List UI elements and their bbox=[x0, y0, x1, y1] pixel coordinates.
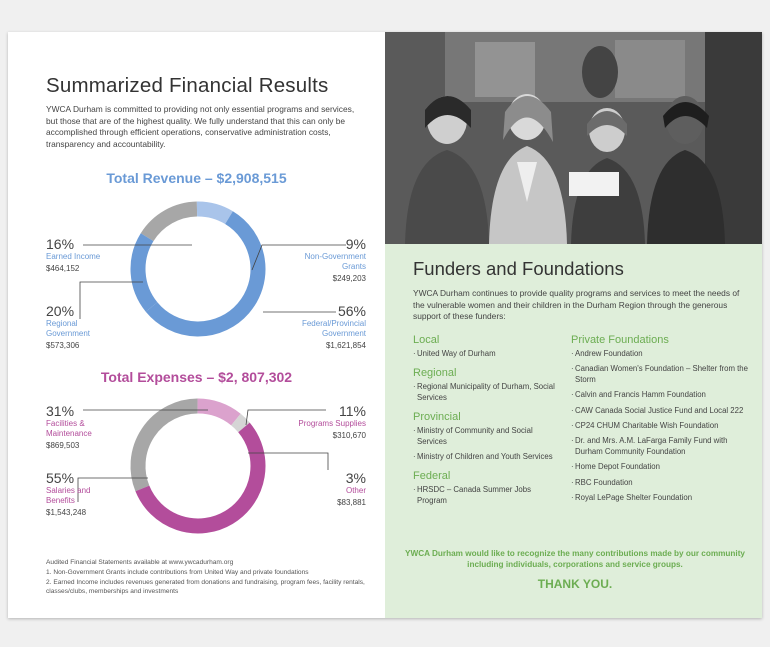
label-earned-income bbox=[46, 236, 100, 274]
expenses-donut-chart bbox=[128, 396, 268, 536]
label-pct: 11% bbox=[339, 403, 366, 419]
donut-slice-programs-supplies bbox=[198, 406, 236, 420]
donut-slice-non-government-grants bbox=[197, 209, 229, 218]
label-pct: 20% bbox=[46, 303, 75, 319]
section-heading: Provincial bbox=[413, 411, 461, 424]
group-photo bbox=[385, 32, 762, 244]
donut-slice-earned-income bbox=[147, 209, 197, 237]
label-name: Maintenance bbox=[46, 429, 92, 438]
funder-item: · Ministry of Children and Youth Services bbox=[413, 452, 563, 462]
intro-paragraph: YWCA Durham is committed to providing not only essential programs and services, but those that are of the highest quality. We fully understand that this can only be accomplished through efficient operations, conservative administration costs, transparency and accountability. bbox=[46, 104, 355, 149]
label-name: Earned Income bbox=[46, 252, 101, 261]
label-name: Government bbox=[46, 329, 91, 338]
page-title: Summarized Financial Results bbox=[46, 74, 329, 97]
label-pct: 31% bbox=[46, 403, 75, 419]
funder-section-provincial bbox=[413, 411, 563, 462]
label-amount: $1,543,248 bbox=[46, 508, 87, 517]
label-federal-provincial bbox=[266, 303, 366, 351]
label-salaries-benefits bbox=[46, 470, 90, 518]
funder-item: · Royal LePage Shelter Foundation bbox=[571, 493, 751, 503]
label-amount: $573,306 bbox=[46, 341, 80, 350]
section-heading: Local bbox=[413, 334, 440, 346]
donut-slice-salaries-and-benefits bbox=[142, 427, 258, 526]
label-name: Federal/Provincial bbox=[301, 319, 366, 328]
government-funders-column bbox=[413, 334, 563, 511]
label-amount: $464,152 bbox=[46, 264, 80, 273]
label-name: Benefits bbox=[46, 496, 75, 505]
label-programs-supplies bbox=[266, 403, 366, 441]
label-pct: 9% bbox=[345, 236, 366, 252]
funder-item: · Ministry of Community and Social Services bbox=[413, 426, 563, 447]
label-pct: 3% bbox=[345, 470, 366, 486]
label-pct: 56% bbox=[337, 303, 366, 319]
expenses-chart-title: Total Expenses – $2, 807,302 bbox=[100, 369, 293, 385]
label-amount: $249,203 bbox=[332, 274, 366, 283]
label-name: Regional bbox=[46, 319, 78, 328]
footnote: 1. Non-Government Grants include contributions from United Way and private foundations bbox=[46, 568, 309, 576]
label-pct: 16% bbox=[46, 236, 75, 252]
funder-item: · HRSDC – Canada Summer Jobs Program bbox=[413, 485, 563, 506]
label-name: Salaries and bbox=[46, 486, 91, 495]
label-facilities-maintenance bbox=[46, 403, 92, 451]
donut-slice-other bbox=[236, 420, 244, 428]
thank-you-text: THANK YOU. bbox=[537, 577, 613, 591]
funder-item: · CP24 CHUM Charitable Wish Foundation bbox=[571, 421, 751, 431]
funders-page bbox=[385, 32, 762, 618]
funder-item: · Calvin and Francis Hamm Foundation bbox=[571, 390, 751, 400]
label-name: Grants bbox=[341, 262, 366, 271]
funder-item: · Home Depot Foundation bbox=[571, 462, 751, 472]
funder-item: · Regional Municipality of Durham, Social Services bbox=[413, 382, 563, 403]
section-heading: Federal bbox=[413, 470, 451, 483]
label-pct: 55% bbox=[46, 470, 75, 486]
label-amount: $869,503 bbox=[46, 441, 80, 450]
funder-item: · CAW Canada Social Justice Fund and Local 222 bbox=[571, 406, 751, 416]
funder-item: · Dr. and Mrs. A.M. LaFarga Family Fund with Durham Community Foundation bbox=[571, 436, 751, 457]
funder-item: · Canadian Women's Foundation – Shelter from the Storm bbox=[571, 364, 751, 385]
funder-section-local bbox=[413, 334, 563, 359]
label-other bbox=[266, 470, 366, 508]
recognition-text: YWCA Durham would like to recognize the many contributions made by our community including individuals, corporations and service groups. bbox=[405, 549, 745, 569]
label-name: Government bbox=[321, 329, 366, 338]
label-amount: $1,621,854 bbox=[325, 341, 366, 350]
label-name: Non-Government bbox=[304, 252, 366, 261]
label-regional-government bbox=[46, 303, 90, 351]
financial-results-page bbox=[8, 32, 385, 618]
private-foundations-column bbox=[571, 334, 751, 508]
funder-item: · RBC Foundation bbox=[571, 478, 751, 488]
label-non-government-grants bbox=[266, 236, 366, 284]
revenue-donut-chart bbox=[128, 199, 268, 339]
donut-slice-federal-provincial-government bbox=[152, 218, 258, 329]
label-name: Other bbox=[345, 486, 366, 495]
funder-item: · Andrew Foundation bbox=[571, 349, 751, 359]
funder-section-regional bbox=[413, 367, 563, 403]
section-heading: Regional bbox=[413, 367, 457, 380]
funders-intro: YWCA Durham continues to provide quality programs and services to meet the needs of the vulnerable women and their children in the Durham Region through the generous support of these funders: bbox=[413, 288, 740, 322]
footnote: Audited Financial Statements available at www.ywcadurham.org bbox=[46, 559, 234, 566]
photo-illustration bbox=[385, 32, 762, 244]
label-name: Programs Supplies bbox=[298, 419, 366, 428]
donut-slice-facilities-maintenance bbox=[138, 406, 198, 488]
section-heading: Private Foundations bbox=[571, 334, 669, 346]
funders-title: Funders and Foundations bbox=[413, 258, 624, 279]
label-amount: $83,881 bbox=[337, 498, 366, 507]
annual-report-spread bbox=[8, 32, 762, 618]
label-name: Facilities & bbox=[46, 419, 85, 428]
footnotes bbox=[46, 558, 376, 597]
revenue-chart-title: Total Revenue – $2,908,515 bbox=[106, 170, 287, 186]
funder-section-federal bbox=[413, 470, 563, 506]
donut-slice-regional-government bbox=[138, 237, 152, 307]
funder-item: · United Way of Durham bbox=[413, 349, 563, 359]
footnote: 2. Earned Income includes revenues generated from donations and fundraising, program fees, facility rentals, classes/clubs, memberships and investments bbox=[46, 578, 365, 596]
label-amount: $310,670 bbox=[332, 431, 366, 440]
